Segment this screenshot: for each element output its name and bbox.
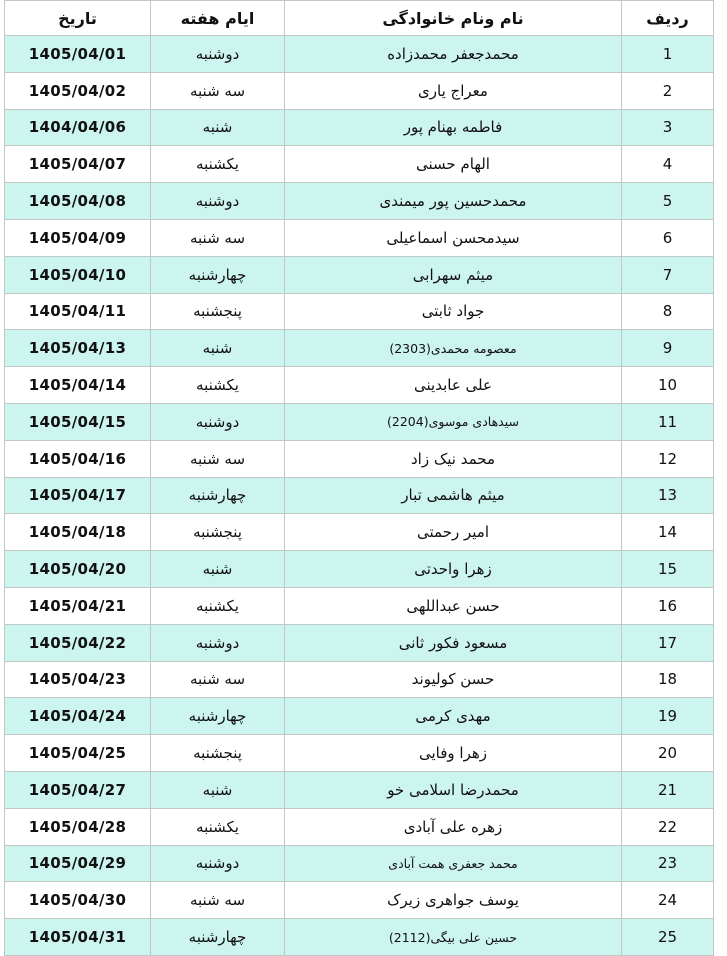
row-date: 1405/04/16 xyxy=(5,440,151,477)
row-date: 1404/04/06 xyxy=(5,109,151,146)
row-name: حسین علی بیگی(2112) xyxy=(285,919,622,956)
table-row xyxy=(5,477,714,514)
row-date: 1405/04/13 xyxy=(5,330,151,367)
row-date: 1405/04/25 xyxy=(5,735,151,772)
table-row xyxy=(5,624,714,661)
row-index: 22 xyxy=(622,808,714,845)
row-date: 1405/04/29 xyxy=(5,845,151,882)
table-row xyxy=(5,183,714,220)
row-date: 1405/04/30 xyxy=(5,882,151,919)
row-index: 4 xyxy=(622,146,714,183)
row-day: دوشنبه xyxy=(151,36,285,73)
row-day: سه شنبه xyxy=(151,440,285,477)
row-name: مهدی کرمی xyxy=(285,698,622,735)
row-name: سیدهادی موسوی(2204) xyxy=(285,403,622,440)
row-date: 1405/04/20 xyxy=(5,551,151,588)
row-index: 6 xyxy=(622,219,714,256)
table-row xyxy=(5,771,714,808)
row-day: پنجشنبه xyxy=(151,293,285,330)
table-row xyxy=(5,36,714,73)
row-name: زهره علی آبادی xyxy=(285,808,622,845)
row-date: 1405/04/27 xyxy=(5,771,151,808)
row-index: 13 xyxy=(622,477,714,514)
row-date: 1405/04/09 xyxy=(5,219,151,256)
row-name: حسن کولیوند xyxy=(285,661,622,698)
row-day: شنبه xyxy=(151,551,285,588)
row-index: 21 xyxy=(622,771,714,808)
row-index: 20 xyxy=(622,735,714,772)
row-name: فاطمه بهنام پور xyxy=(285,109,622,146)
row-name: محمد جعفری همت آبادی xyxy=(285,845,622,882)
table-row xyxy=(5,72,714,109)
row-index: 8 xyxy=(622,293,714,330)
row-date: 1405/04/08 xyxy=(5,183,151,220)
row-name: سیدمحسن اسماعیلی xyxy=(285,219,622,256)
row-index: 17 xyxy=(622,624,714,661)
table-row xyxy=(5,735,714,772)
table-row xyxy=(5,367,714,404)
row-index: 23 xyxy=(622,845,714,882)
table-row xyxy=(5,109,714,146)
row-date: 1405/04/31 xyxy=(5,919,151,956)
row-name: امیر رحمتی xyxy=(285,514,622,551)
row-date: 1405/04/11 xyxy=(5,293,151,330)
table-row xyxy=(5,219,714,256)
row-index: 2 xyxy=(622,72,714,109)
row-date: 1405/04/15 xyxy=(5,403,151,440)
row-index: 5 xyxy=(622,183,714,220)
table-row xyxy=(5,587,714,624)
row-index: 10 xyxy=(622,367,714,404)
table-row xyxy=(5,698,714,735)
row-index: 7 xyxy=(622,256,714,293)
row-index: 12 xyxy=(622,440,714,477)
table-row xyxy=(5,551,714,588)
row-day: سه شنبه xyxy=(151,882,285,919)
row-index: 11 xyxy=(622,403,714,440)
table-row xyxy=(5,514,714,551)
table-row xyxy=(5,146,714,183)
row-day: چهارشنبه xyxy=(151,477,285,514)
row-day: سه شنبه xyxy=(151,72,285,109)
row-name: معصومه محمدی(2303) xyxy=(285,330,622,367)
table-row xyxy=(5,808,714,845)
row-day: دوشنبه xyxy=(151,845,285,882)
row-day: شنبه xyxy=(151,771,285,808)
table-body xyxy=(5,36,714,956)
row-day: شنبه xyxy=(151,330,285,367)
header-name: نام ونام خانوادگی xyxy=(285,1,622,36)
header-day: ایام هفته xyxy=(151,1,285,36)
row-index: 16 xyxy=(622,587,714,624)
row-index: 15 xyxy=(622,551,714,588)
row-day: پنجشنبه xyxy=(151,514,285,551)
row-name: زهرا واحدتی xyxy=(285,551,622,588)
row-index: 14 xyxy=(622,514,714,551)
row-name: یوسف جواهری زیرک xyxy=(285,882,622,919)
row-date: 1405/04/14 xyxy=(5,367,151,404)
row-date: 1405/04/24 xyxy=(5,698,151,735)
row-name: مسعود فکور ثانی xyxy=(285,624,622,661)
row-name: علی عابدینی xyxy=(285,367,622,404)
schedule-table xyxy=(4,0,714,956)
row-day: پنجشنبه xyxy=(151,735,285,772)
row-name: میثم سهرابی xyxy=(285,256,622,293)
row-date: 1405/04/18 xyxy=(5,514,151,551)
row-day: چهارشنبه xyxy=(151,698,285,735)
row-date: 1405/04/01 xyxy=(5,36,151,73)
row-index: 1 xyxy=(622,36,714,73)
table-row xyxy=(5,330,714,367)
row-index: 18 xyxy=(622,661,714,698)
row-index: 25 xyxy=(622,919,714,956)
row-day: دوشنبه xyxy=(151,183,285,220)
row-name: زهرا وفایی xyxy=(285,735,622,772)
header-date: تاریخ xyxy=(5,1,151,36)
table-row xyxy=(5,440,714,477)
row-date: 1405/04/23 xyxy=(5,661,151,698)
row-date: 1405/04/21 xyxy=(5,587,151,624)
row-name: الهام حسنی xyxy=(285,146,622,183)
row-name: محمد نیک زاد xyxy=(285,440,622,477)
row-day: دوشنبه xyxy=(151,624,285,661)
row-day: یکشنبه xyxy=(151,367,285,404)
row-index: 19 xyxy=(622,698,714,735)
row-name: حسن عبداللهی xyxy=(285,587,622,624)
row-name: معراج یاری xyxy=(285,72,622,109)
row-day: سه شنبه xyxy=(151,219,285,256)
table-row xyxy=(5,882,714,919)
row-day: چهارشنبه xyxy=(151,919,285,956)
row-index: 9 xyxy=(622,330,714,367)
header-index: ردیف xyxy=(622,1,714,36)
row-index: 3 xyxy=(622,109,714,146)
row-name: میثم هاشمی تبار xyxy=(285,477,622,514)
table-row xyxy=(5,919,714,956)
row-date: 1405/04/07 xyxy=(5,146,151,183)
row-name: محمدجعفر محمدزاده xyxy=(285,36,622,73)
row-day: یکشنبه xyxy=(151,146,285,183)
row-index: 24 xyxy=(622,882,714,919)
table-row xyxy=(5,256,714,293)
row-name: جواد ثابتی xyxy=(285,293,622,330)
row-date: 1405/04/22 xyxy=(5,624,151,661)
row-day: دوشنبه xyxy=(151,403,285,440)
row-day: شنبه xyxy=(151,109,285,146)
table-row xyxy=(5,845,714,882)
row-day: چهارشنبه xyxy=(151,256,285,293)
table-row xyxy=(5,293,714,330)
row-date: 1405/04/17 xyxy=(5,477,151,514)
row-name: محمدحسین پور میمندی xyxy=(285,183,622,220)
row-date: 1405/04/28 xyxy=(5,808,151,845)
row-day: یکشنبه xyxy=(151,587,285,624)
table-row xyxy=(5,661,714,698)
row-name: محمدرضا اسلامی خو xyxy=(285,771,622,808)
row-day: سه شنبه xyxy=(151,661,285,698)
row-date: 1405/04/02 xyxy=(5,72,151,109)
row-day: یکشنبه xyxy=(151,808,285,845)
row-date: 1405/04/10 xyxy=(5,256,151,293)
table-row xyxy=(5,403,714,440)
header-row xyxy=(5,1,714,36)
